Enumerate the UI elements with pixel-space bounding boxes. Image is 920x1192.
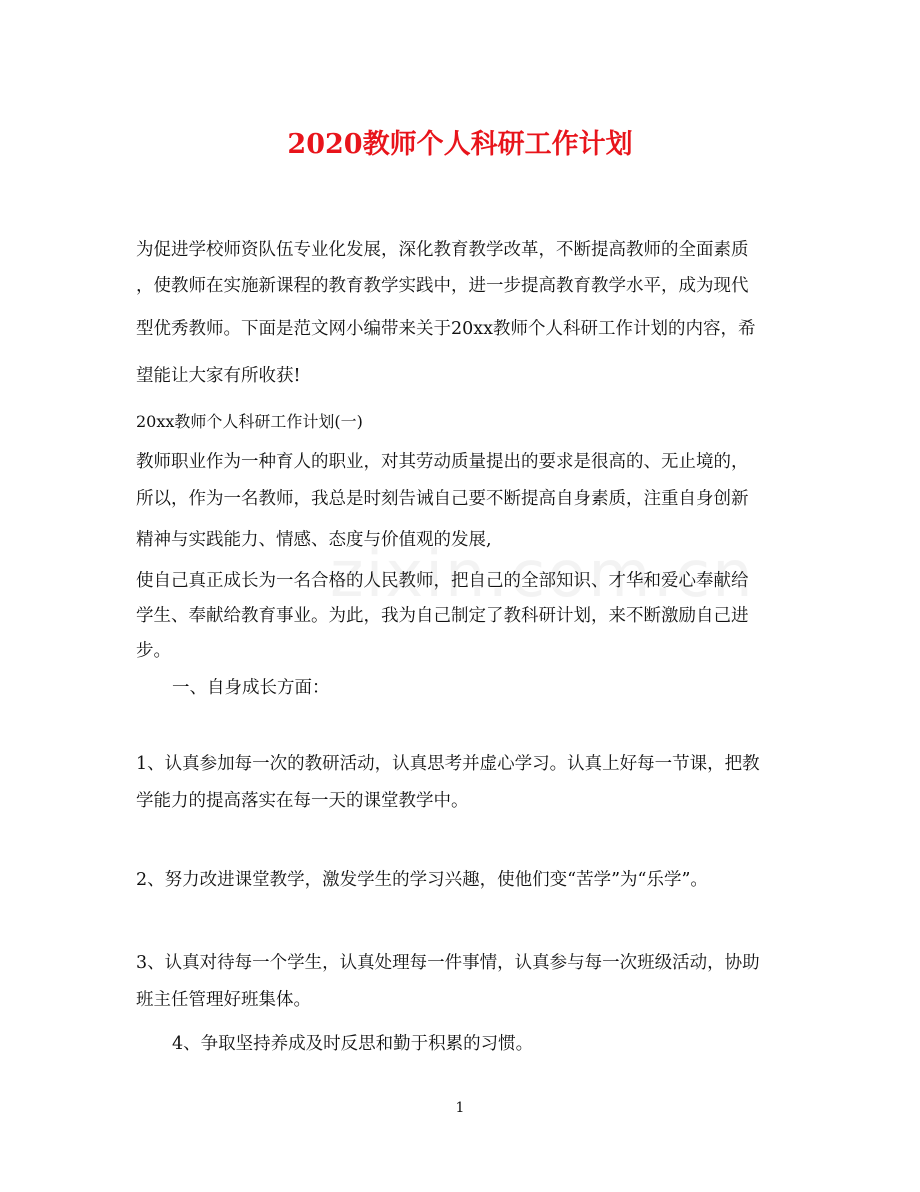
item2: 2、努力改进课堂教学，激发学生的学习兴趣，使他们变“苦学”为“乐学”。 (136, 870, 708, 890)
intro-line-2: ，使教师在实施新课程的教育教学实践中，进一步提高教育教学水平，成为现代 (136, 276, 749, 296)
document-title: 2020教师个人科研工作计划 (287, 129, 633, 160)
paragraph2-line-2: 学生、奉献给教育事业。为此，我为自己制定了教科研计划，来不断激励自己进 (136, 606, 749, 626)
paragraph1-line-3: 精神与实践能力、情感、态度与价值观的发展, (136, 530, 492, 550)
item1-line-1: 1、认真参加每一次的教研活动，认真思考并虚心学习。认真上好每一节课，把教 (136, 754, 760, 774)
paragraph1-line-1: 教师职业作为一种育人的职业，对其劳动质量提出的要求是很高的、无止境的， (136, 452, 749, 472)
item4: 4、争取坚持养成及时反思和勤于积累的习惯。 (172, 1034, 534, 1054)
watermark (330, 538, 755, 612)
intro-line-4: 望能让大家有所收获! (136, 366, 301, 386)
paragraph1-line-2: 所以，作为一名教师，我总是时刻告诫自己要不断提高自身素质，注重自身创新 (136, 489, 749, 509)
item3-line-1: 3、认真对待每一个学生，认真处理每一件事情，认真参与每一次班级活动，协助 (136, 953, 760, 973)
paragraph2-line-1: 使自己真正成长为一名合格的人民教师，把自己的全部知识、才华和爱心奉献给 (136, 571, 749, 591)
intro-line-1: 为促进学校师资队伍专业化发展，深化教育教学改革，不断提高教师的全面素质 (136, 240, 749, 260)
item3-line-2: 班主任管理好班集体。 (136, 990, 311, 1010)
section-heading: 20xx教师个人科研工作计划(一) (136, 412, 363, 431)
subheading-self-growth: 一、自身成长方面： (172, 678, 330, 698)
item1-line-2: 学能力的提高落实在每一天的课堂教学中。 (136, 791, 469, 811)
paragraph2-line-3: 步。 (136, 641, 171, 661)
page-number: 1 (455, 1100, 465, 1116)
intro-line-3: 型优秀教师。下面是范文网小编带来关于20xx教师个人科研工作计划的内容，希 (136, 319, 756, 339)
